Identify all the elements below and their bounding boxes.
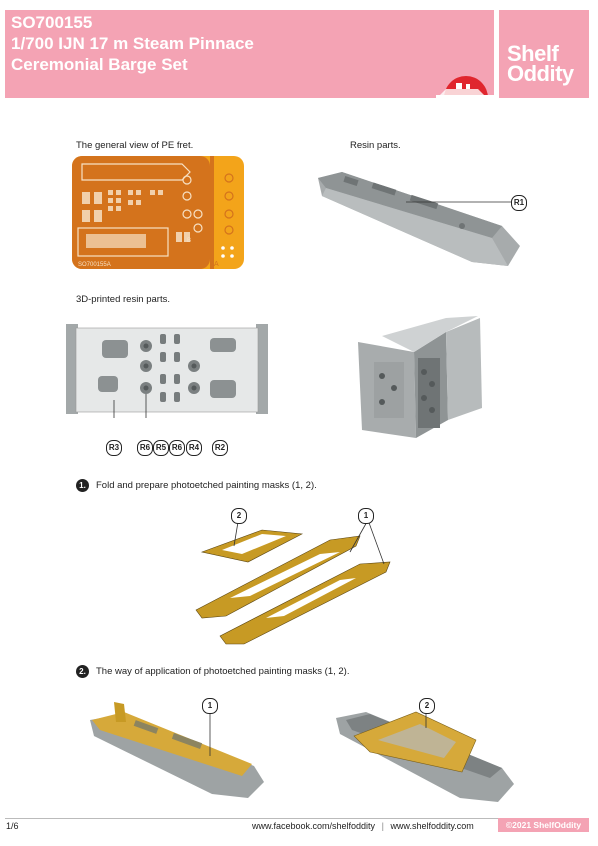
application-right-image [330, 700, 524, 804]
step-1 [76, 479, 317, 492]
caption-resin-parts: Resin parts. [350, 140, 401, 151]
fret-label-b: B [187, 238, 192, 244]
fret-label-a: A [214, 261, 219, 268]
callout-r6-a: R6 [137, 440, 153, 456]
printed-part-photo [354, 312, 482, 444]
pe-masks-image [190, 506, 410, 646]
callout-apply-2: 2 [419, 698, 435, 714]
product-title-line1: 1/700 IJN 17 m Steam Pinnace [11, 34, 254, 53]
step-2 [76, 665, 349, 678]
callout-r1: R1 [511, 195, 527, 211]
page-number: 1/6 [6, 821, 19, 831]
callout-r5: R5 [153, 440, 169, 456]
header-title [11, 12, 254, 75]
shelf-oddity-logo: Shelf Oddity [507, 41, 574, 86]
caption-pe-fret: The general view of PE fret. [76, 140, 194, 151]
application-left-image [84, 700, 268, 802]
step-1-number: 1. [76, 479, 89, 492]
product-title-line2: Ceremonial Barge Set [11, 55, 188, 74]
copyright-badge: ©2021 ShelfOddity [498, 818, 589, 832]
fret-code: SO700155A [78, 262, 111, 268]
step-1-text: Fold and prepare photoetched painting masks (1, 2). [96, 480, 317, 491]
callout-mask-1: 1 [358, 508, 374, 524]
facebook-link[interactable]: www.facebook.com/shelfoddity [252, 821, 376, 831]
website-link[interactable]: www.shelfoddity.com [390, 821, 474, 831]
pe-fret-image [72, 156, 244, 269]
callout-r4: R4 [186, 440, 202, 456]
callout-apply-1: 1 [202, 698, 218, 714]
caption-3d-printed: 3D-printed resin parts. [76, 294, 170, 305]
callout-r3: R3 [106, 440, 122, 456]
footer-links [252, 821, 474, 831]
callout-mask-2: 2 [231, 508, 247, 524]
resin-hull-image [312, 166, 522, 270]
ship-emblem-icon [430, 62, 496, 102]
product-code: SO700155 [11, 13, 93, 32]
footer-separator: | [381, 821, 384, 831]
printed-sprue-image [62, 320, 272, 418]
callout-r2: R2 [212, 440, 228, 456]
step-2-number: 2. [76, 665, 89, 678]
step-2-text: The way of application of photoetched painting masks (1, 2). [96, 666, 350, 677]
callout-r6-b: R6 [169, 440, 185, 456]
